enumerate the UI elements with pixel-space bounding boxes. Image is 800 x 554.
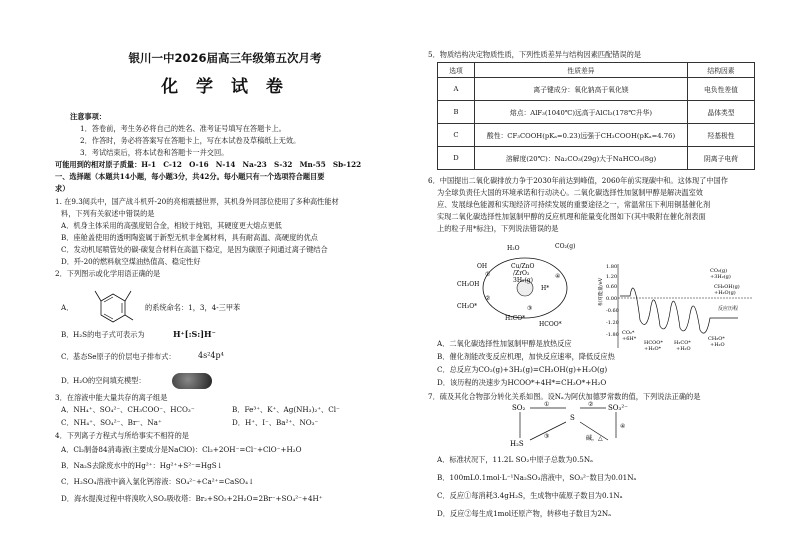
note-item: 2．作答时，务必将答案写在答题卡上，写在本试卷及草稿纸上无效。 [80, 136, 301, 145]
y-tick: -1.80 [606, 332, 619, 338]
table-cell: B [438, 101, 475, 124]
trimethylbenzene-structure [83, 282, 143, 326]
q2-option-b-text: H₂S的电子式可表示为 [73, 330, 145, 339]
energy-annotation: CO₂(g) [710, 268, 728, 274]
table-row [438, 101, 755, 124]
table-cell: 溶解度(20℃)：Na₂CO₃(29g)大于NaHCO₃(8g) [475, 147, 688, 170]
q5-table [437, 62, 755, 170]
table-header: 性质差异 [475, 63, 688, 78]
y-tick: 1.20 [606, 274, 618, 280]
scheme-label: S [570, 414, 575, 422]
q1-option-c: C．发动机尾喷管处的碳-碳复合材料在高温下稳定，是因为碳原子间通过离子键结合 [61, 245, 328, 254]
cycle-label: ① [485, 271, 491, 278]
cycle-label: ④ [555, 273, 561, 280]
table-cell: A [438, 78, 475, 101]
scheme-label: H₂S [510, 440, 524, 448]
scheme-label: ① [544, 401, 550, 408]
cycle-label: /ZrO₂ [513, 270, 530, 277]
scheme-label: 碱，△ [586, 435, 603, 442]
cycle-label: OH [477, 263, 488, 270]
energy-annotation: H₂CO* [674, 340, 691, 346]
energy-annotation: +H₂O [710, 342, 725, 348]
q2-option-a-label: A． [61, 303, 74, 312]
energy-annotation: +6H* [622, 336, 637, 342]
sulfur-conversion-scheme [508, 400, 638, 450]
q2-stem: 2．下列图示或化学用语正确的是 [55, 269, 161, 278]
table-header: 选项 [438, 63, 475, 78]
table-cell: 电负性差值 [688, 78, 755, 101]
energy-annotation: +H₂O [676, 346, 691, 352]
q2-option-c-label: C． [61, 352, 74, 361]
q3-stem: 3．在溶液中能大量共存的离子组是 [55, 393, 168, 402]
energy-profile-diagram [598, 262, 758, 354]
x-axis-label: 反应历程 [718, 306, 739, 312]
q3-option-b: B．Fe³⁺、K⁺、Ag(NH₃)₂⁺、Cl⁻ [232, 405, 340, 414]
q6-stem-cont: 实现二氧化碳选择性加氢制甲醇的反应机理和能量变化图如下(其中吸附在催化剂表面 [437, 212, 706, 221]
exam-title: 化 学 试 卷 [161, 77, 289, 97]
notes-heading: 注意事项： [70, 112, 106, 121]
table-cell: 羟基极性 [688, 124, 755, 147]
q6-stem-cont: 为全球负责任大国的环境承诺和行动决心。二氧化碳选择性加氢制甲醇是解决温室效 [437, 188, 703, 197]
q4-stem: 4．下列离子方程式与所给事实不相符的是 [55, 431, 189, 440]
scheme-label: ③ [544, 433, 550, 440]
q6-option-d: D．该历程的决速步为HCOO*+4H*=CH₃O*+H₂O [437, 378, 607, 387]
q6-option-a: A．二氧化碳选择性加氢制甲醇是放热反应 [437, 339, 572, 348]
section-heading: 一、选择题（本题共14小题，每小题3分，共42分。每小题只有一个选项符合题目要 [55, 172, 325, 181]
table-cell: C [438, 124, 475, 147]
cycle-label: CH₃O* [457, 303, 478, 310]
q6-stem-cont: 上的粒子用*标注)，下列说法错误的是 [437, 224, 559, 233]
q1-option-b: B．座舱盖使用的透明陶瓷属于新型无机非金属材料，具有耐高温、高硬度的优点 [61, 233, 318, 242]
q1-option-d: D．歼-20的燃料航空煤油热值高、稳定性好 [61, 257, 201, 266]
energy-annotation: +H₂O* [644, 346, 662, 352]
cycle-label: H* [541, 285, 550, 292]
note-item: 1．答卷前，考生务必将自己的姓名、准考证号填写在答题卡上。 [80, 124, 286, 133]
q3-option-a: A．NH₄⁺、SO₄²⁻、CH₃COO⁻、HCO₃⁻ [61, 405, 195, 414]
table-row [438, 124, 755, 147]
cycle-label: H₂O [507, 245, 520, 252]
q2-option-c-text: 基态Se原子的价层电子排布式： [73, 352, 176, 361]
q2-option-b-label: B． [61, 330, 74, 339]
table-cell: 离子键成分：氧化钠高于氧化镁 [475, 78, 688, 101]
scheme-label: ② [588, 401, 594, 408]
school-title: 银川一中2026届高三年级第五次月考 [128, 51, 322, 65]
table-cell: 晶体类型 [688, 101, 755, 124]
cycle-label: 3H₂(g) [513, 277, 533, 284]
table-row [438, 78, 755, 101]
section-heading-cont: 求） [55, 184, 70, 193]
se-electron-config: 4s²4p⁴ [198, 351, 224, 360]
y-tick: -0.60 [606, 308, 619, 314]
q4-option-b: B．Na₂S去除废水中的Hg²⁺：Hg²⁺+S²⁻=HgS↓ [61, 461, 223, 470]
q6-option-c: C．总反应为CO₂(g)+3H₂(g)=CH₃OH(g)+H₂O(g) [437, 365, 608, 374]
scheme-label: SO₂ [512, 404, 526, 412]
q7-option-c: C．反应①每消耗3.4gH₂S，生成物中硫原子数目为0.1Nₐ [437, 491, 623, 500]
scheme-label: SO₃²⁻ [608, 404, 628, 412]
energy-annotation: +H₂O(g) [714, 290, 736, 296]
q6-stem: 6．中国提出二氧化碳排放力争于2030年前达到峰值，2060年前实现碳中和。这体现了中国作 [428, 176, 728, 185]
q1-option-a: A．机身主体采用的高强度铝合金，相较于纯铝，其硬度更大熔点更低 [61, 221, 282, 230]
q7-option-a: A．标准状况下，11.2L SO₂中原子总数为0.5Nₐ [437, 455, 593, 464]
table-cell: 酸性：CF₃COOH(pKₐ=0.23)远强于CH₃COOH(pKₐ=4.76) [475, 124, 688, 147]
q4-option-d: D．海水提溴过程中将溴吹入SO₂吸收塔：Br₂+SO₂+2H₂O=2Br⁻+SO₄²⁻+4H⁺ [61, 494, 323, 503]
y-tick: 1.80 [606, 264, 618, 270]
q5-stem: 5．物质结构决定物质性质，下列性质差异与结构因素匹配错误的是 [428, 50, 642, 59]
q7-option-b: B．100mL0.1mol·L⁻¹Na₂SO₃溶液中，SO₃²⁻数目为0.01Nₐ [437, 473, 637, 482]
note-item: 3．考试结束后，将本试卷和答题卡一并交回。 [80, 148, 229, 157]
table-row [438, 147, 755, 170]
table-header-row [438, 63, 755, 78]
y-tick: -1.20 [606, 320, 619, 326]
mechanism-cycle-diagram [455, 238, 595, 333]
table-cell: 熔点：AlF₃(1040℃)远高于AlCl₃(178℃升华) [475, 101, 688, 124]
energy-annotation: +3H₂(g) [710, 274, 731, 280]
table-cell: D [438, 147, 475, 170]
y-tick: 0.00 [606, 296, 618, 302]
energy-annotation: CO₂* [622, 330, 635, 336]
q2-option-d-text: H₂O的空间填充模型： [73, 376, 146, 385]
q2-option-a-text: 的系统命名：1，3，4-三甲苯 [145, 303, 241, 312]
q2-option-d-label: D． [61, 376, 74, 385]
q4-option-c: C．H₂SO₄溶液中滴入氯化钙溶液：SO₄²⁻+Ca²⁺=CaSO₄↓ [61, 477, 254, 486]
table-header: 结构因素 [688, 63, 755, 78]
cycle-label: ② [485, 295, 491, 302]
q7-stem: 7．硫及其化合物部分转化关系如图。设Nₐ为阿伏加德罗常数的值，下列说法正确的是 [428, 392, 701, 401]
q3-option-d: D．H⁺、I⁻、Ba²⁺、NO₃⁻ [232, 418, 319, 427]
q1-stem-cont: 料，下列有关叙述中错误的是 [61, 209, 155, 218]
y-tick: 0.60 [606, 284, 618, 290]
cycle-label: HCOO* [539, 321, 562, 328]
cycle-label: CH₃OH [457, 281, 480, 288]
q4-option-a: A．Cl₂制备84消毒液(主要成分是NaClO)：Cl₂+2OH⁻=Cl⁻+ClO⁻+H₂O [61, 445, 302, 454]
energy-annotation: HCOO* [644, 340, 663, 346]
q1-stem: 1. 在9.3阅兵中，国产战斗机歼-20的亮相震撼世界，其机身外同部位使用了多种高性能材 [55, 197, 339, 206]
cycle-label: H₂CO* [505, 315, 526, 322]
y-axis-label: 相对能量/eV [598, 277, 604, 306]
energy-annotation: CH₃O* [708, 336, 725, 342]
q3-option-c: C．NH₄⁺、SO₄²⁻、Br⁻、Na⁺ [61, 418, 162, 427]
atomic-mass-line: 可能用到的相对原子质量：H-1 C-12 O-16 N-14 Na-23 S-32 Mn-55 Sb-122 [55, 160, 362, 169]
q7-option-d: D．反应②每生成1mol还原产物，转移电子数目为2Nₐ [437, 509, 611, 518]
cycle-label: ③ [527, 305, 533, 312]
energy-annotation: CH₃OH(g) [714, 284, 740, 290]
q6-stem-cont: 应、发展绿色能源和实现经济可持续发展的重要途径之一，常温常压下利用铜基催化剂 [437, 200, 711, 209]
q6-option-b: B．催化剂能改变反应机理，加快反应速率，降低反应热 [437, 352, 615, 361]
h2s-electron-formula: H⁺[:S:]H⁻ [173, 329, 216, 339]
cycle-label: Cu/ZnO [511, 263, 535, 270]
table-cell: 阴离子电荷 [688, 147, 755, 170]
cycle-label: CO₂(g) [555, 243, 576, 250]
scheme-label: ④ [620, 423, 626, 430]
h2o-space-filling-model [172, 373, 212, 389]
